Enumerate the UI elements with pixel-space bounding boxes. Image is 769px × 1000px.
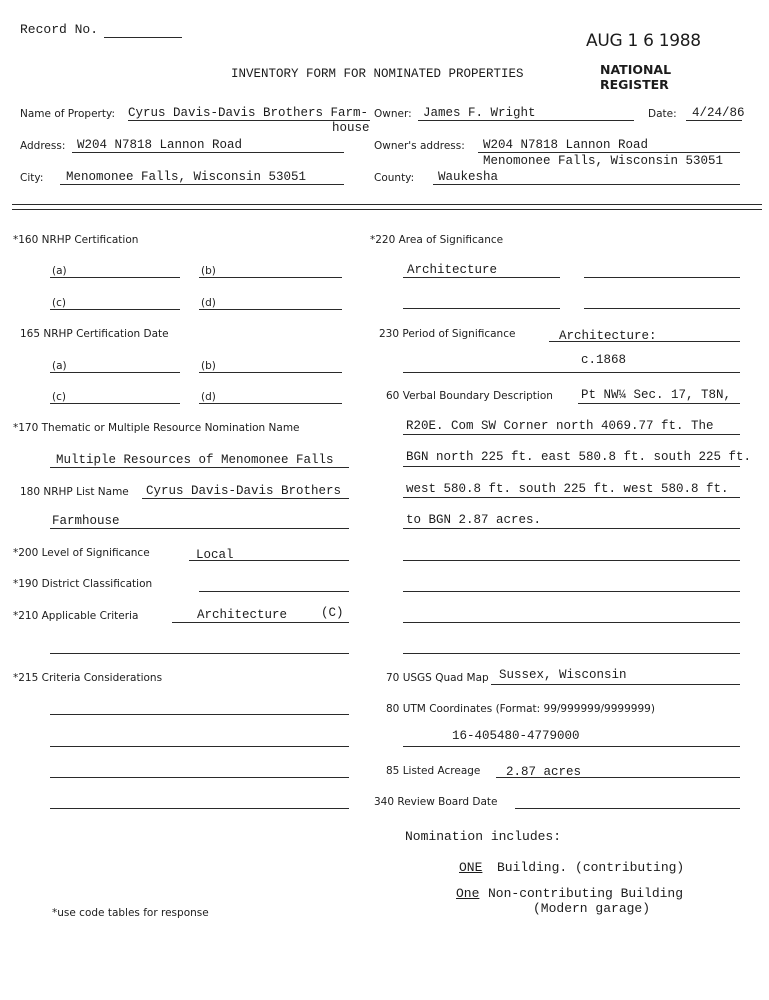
f340-line — [515, 808, 740, 809]
f190-label: *190 District Classification — [13, 578, 153, 590]
f160-label: *160 NRHP Certification — [13, 234, 139, 246]
f165-d-line — [199, 403, 342, 404]
f170-line — [50, 467, 349, 468]
f165-a-line — [50, 372, 180, 373]
stamp-register: REGISTER — [600, 77, 669, 92]
property-name-value: Cyrus Davis-Davis Brothers Farm- — [128, 106, 369, 120]
address-label: Address: — [20, 140, 66, 152]
city-label: City: — [20, 172, 44, 184]
nomination-item2-count: One — [456, 886, 480, 901]
f210-line2 — [50, 653, 349, 654]
f200-value: Local — [196, 548, 234, 562]
nomination-item2-text: Non-contributing Building — [488, 886, 684, 901]
owner-address-label: Owner's address: — [374, 140, 465, 152]
f340-label: 340 Review Board Date — [374, 796, 498, 808]
date-line — [686, 120, 742, 121]
f60-line2: R20E. Com SW Corner north 4069.77 ft. The — [406, 419, 714, 433]
record-no-label: Record No. — [20, 22, 99, 37]
f210-code: (C) — [321, 606, 344, 620]
f230-label: 230 Period of Significance — [379, 328, 516, 340]
nomination-item2-text2: (Modern garage) — [533, 901, 651, 916]
f220-line1b — [584, 277, 740, 278]
f60-rule2 — [403, 434, 740, 435]
f230-value: Architecture: — [559, 329, 657, 343]
property-name-value-cont: house — [332, 121, 370, 135]
f210-value: Architecture — [197, 608, 288, 622]
f170-label: *170 Thematic or Multiple Resource Nomination Name — [13, 422, 300, 434]
city-line — [60, 184, 344, 185]
divider-bottom — [12, 209, 762, 210]
nomination-item1-count: ONE — [459, 860, 483, 875]
f165-d: (d) — [201, 391, 216, 403]
owner-address-line2: Menomonee Falls, Wisconsin 53051 — [483, 154, 724, 168]
f60-line4: west 580.8 ft. south 225 ft. west 580.8 ft. — [406, 482, 729, 496]
f60-rule8 — [403, 622, 740, 623]
f190-line — [199, 591, 349, 592]
f220-line2b — [584, 308, 740, 309]
f60-line5: to BGN 2.87 acres. — [406, 513, 542, 527]
f220-value: Architecture — [407, 263, 498, 277]
f160-a-line — [50, 277, 180, 278]
f200-label: *200 Level of Significance — [13, 547, 150, 559]
f180-value-cont: Farmhouse — [52, 514, 120, 528]
f80-label: 80 UTM Coordinates (Format: 99/999999/9999999) — [386, 703, 655, 715]
owner-address-rule — [478, 152, 740, 153]
f165-c: (c) — [52, 391, 66, 403]
f165-b-line — [199, 372, 342, 373]
f165-label: 165 NRHP Certification Date — [20, 328, 169, 340]
f180-line2 — [50, 528, 349, 529]
f80-line — [403, 746, 740, 747]
received-stamp-date: AUG 1 6 1988 — [586, 31, 701, 51]
f160-c: (c) — [52, 297, 66, 309]
f200-line — [189, 560, 349, 561]
nomination-label: Nomination includes: — [405, 829, 562, 844]
f60-rule7 — [403, 591, 740, 592]
f165-a: (a) — [52, 360, 67, 372]
f85-value: 2.87 acres — [506, 765, 582, 779]
f220-label: *220 Area of Significance — [370, 234, 504, 246]
f180-value: Cyrus Davis-Davis Brothers — [146, 484, 342, 498]
f215-line4 — [50, 808, 349, 809]
f60-label: 60 Verbal Boundary Description — [386, 390, 553, 402]
f160-b: (b) — [201, 265, 216, 277]
date-value: 4/24/86 — [692, 106, 745, 120]
f210-line — [172, 622, 349, 623]
nomination-item1-text: Building. (contributing) — [497, 860, 685, 875]
f160-c-line — [50, 309, 180, 310]
f60-line3: BGN north 225 ft. east 580.8 ft. south 225 ft. — [406, 450, 752, 464]
f70-line — [491, 684, 740, 685]
f60-rule6 — [403, 560, 740, 561]
f160-a: (a) — [52, 265, 67, 277]
f165-c-line — [50, 403, 180, 404]
property-name-label: Name of Property: — [20, 108, 115, 120]
footnote: *use code tables for response — [52, 907, 209, 919]
f230-value2: c.1868 — [581, 353, 627, 367]
owner-line — [418, 120, 634, 121]
f230-line — [549, 341, 740, 342]
f210-label: *210 Applicable Criteria — [13, 610, 139, 622]
f60-line1: Pt NW¼ Sec. 17, T8N, — [581, 388, 732, 402]
owner-label: Owner: — [374, 108, 412, 120]
f60-rule3 — [403, 466, 740, 467]
record-no-line — [104, 37, 182, 38]
owner-value: James F. Wright — [423, 106, 536, 120]
f80-value: 16-405480-4779000 — [452, 729, 580, 743]
f85-line — [496, 777, 740, 778]
owner-address-line1: W204 N7818 Lannon Road — [483, 138, 649, 152]
f160-d: (d) — [201, 297, 216, 309]
f215-line2 — [50, 746, 349, 747]
f220-line2a — [403, 308, 560, 309]
f165-b: (b) — [201, 360, 216, 372]
f180-label: 180 NRHP List Name — [20, 486, 129, 498]
f70-label: 70 USGS Quad Map — [386, 672, 489, 684]
f60-rule5 — [403, 528, 740, 529]
address-line — [72, 152, 344, 153]
address-value: W204 N7818 Lannon Road — [77, 138, 243, 152]
f60-rule1 — [578, 403, 740, 404]
city-value: Menomonee Falls, Wisconsin 53051 — [66, 170, 307, 184]
f215-line3 — [50, 777, 349, 778]
f160-b-line — [199, 277, 342, 278]
county-label: County: — [374, 172, 415, 184]
county-line — [433, 184, 740, 185]
f220-line1a — [403, 277, 560, 278]
f85-label: 85 Listed Acreage — [386, 765, 481, 777]
f70-value: Sussex, Wisconsin — [499, 668, 627, 682]
f60-rule4 — [403, 497, 740, 498]
f215-line1 — [50, 714, 349, 715]
date-label: Date: — [648, 108, 677, 120]
f60-rule9 — [403, 653, 740, 654]
f170-value: Multiple Resources of Menomonee Falls — [56, 453, 334, 467]
f215-label: *215 Criteria Considerations — [13, 672, 163, 684]
stamp-national: NATIONAL — [600, 62, 672, 77]
f180-line — [142, 498, 349, 499]
f230-line2 — [403, 372, 740, 373]
divider-top — [12, 204, 762, 205]
f160-d-line — [199, 309, 342, 310]
form-title: INVENTORY FORM FOR NOMINATED PROPERTIES — [231, 67, 524, 81]
county-value: Waukesha — [438, 170, 499, 184]
